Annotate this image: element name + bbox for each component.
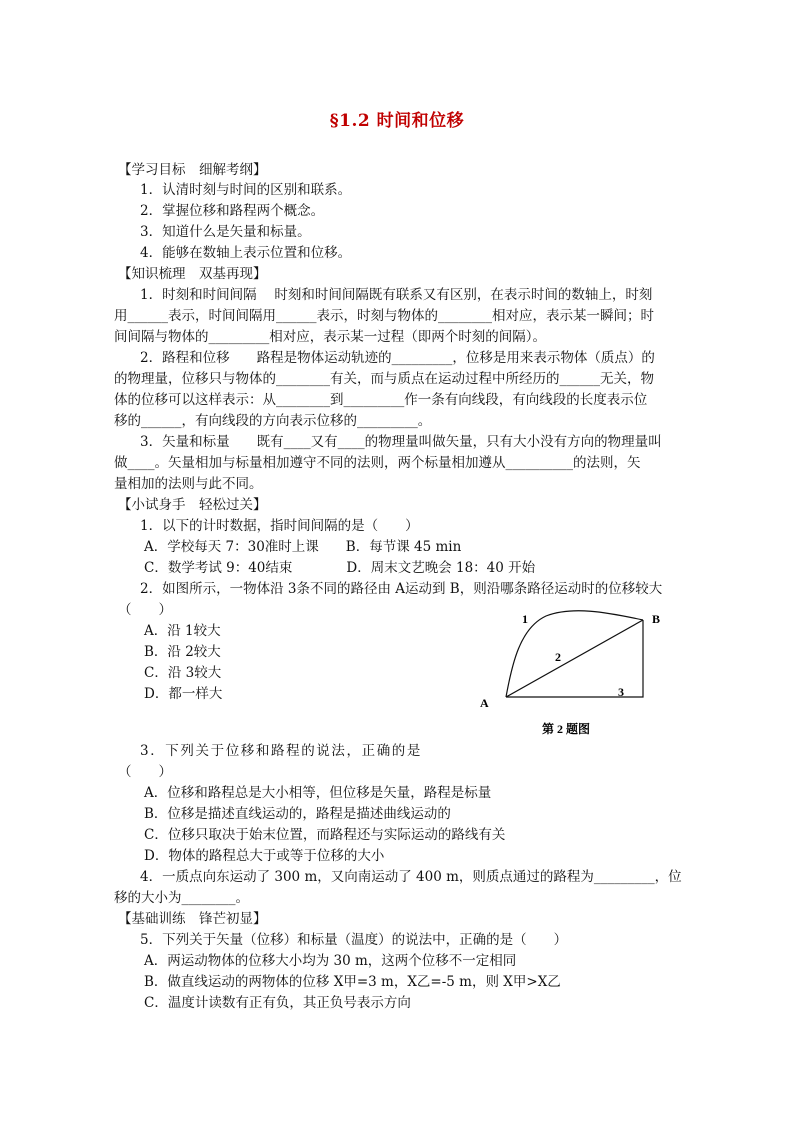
knowledge-2-line-3: 体的位移可以这样表示：从________到_________作一条有向线段，有向线段的长度表示位 — [114, 392, 648, 408]
question-2-bracket: （ ） — [118, 602, 172, 618]
section-heading-practice: 【小试身手 轻松过关】 — [118, 497, 267, 513]
question-5-stem: 5．下列关于矢量（位移）和标量（温度）的说法中，正确的是（ ） — [140, 932, 568, 948]
knowledge-3-line-2: 做____。矢量相加与标量相加遵守不同的法则，两个标量相加遵从__________的法则，矢 — [114, 455, 641, 471]
section-heading-basic-training: 【基础训练 锋芒初显】 — [118, 911, 267, 927]
knowledge-1-line-2: 用______表示，时间间隔用______表示，时刻与物体的________相对应，表示某一瞬间；时 — [114, 308, 654, 324]
knowledge-2-line-2: 的物理量，位移只与物体的________有关，而与质点在运动过程中所经历的______无关，物 — [114, 371, 654, 387]
knowledge-2-line-1: 2．路程和位移 路程是物体运动轨迹的_________，位移是用来表示物体（质点）的 — [140, 350, 655, 366]
section-heading-knowledge: 【知识梳理 双基再现】 — [118, 266, 267, 282]
point-a-label: A — [480, 696, 489, 710]
path-diagram — [476, 604, 676, 744]
knowledge-3-line-1: 3．矢量和标量 既有____又有____的物理量叫做矢量，只有大小没有方向的物理量叫 — [140, 434, 662, 450]
path-3-label: 3 — [618, 685, 624, 699]
question-2-option-d: D．都一样大 — [144, 686, 223, 702]
question-4-line-2: 移的大小为________。 — [114, 890, 249, 906]
question-2-option-a: A．沿 1较大 — [144, 623, 221, 639]
knowledge-3-line-3: 量相加的法则与此不同。 — [114, 476, 263, 492]
figure-caption: 第 2 题图 — [542, 722, 591, 736]
knowledge-1-line-3: 间间隔与物体的_________相对应，表示某一过程（即两个时刻的间隔）。 — [114, 329, 546, 345]
knowledge-2-line-4: 移的______，有向线段的方向表示位移的_________。 — [114, 413, 432, 429]
page-title: §1.2 时间和位移 — [329, 111, 465, 131]
objective-4: 4．能够在数轴上表示位置和位移。 — [140, 245, 352, 261]
question-5-option-b: B．做直线运动的两物体的位移 X甲=3 m，X乙=-5 m，则 X甲>X乙 — [144, 974, 561, 990]
question-3-option-b: B．位移是描述直线运动的，路程是描述曲线运动的 — [144, 806, 451, 822]
question-5-option-c: C．温度计读数有正有负，其正负号表示方向 — [144, 995, 411, 1011]
question-4-line-1: 4．一质点向东运动了 300 m，又向南运动了 400 m，则质点通过的路程为_________，位 — [140, 869, 682, 885]
objective-1: 1．认清时刻与时间的区别和联系。 — [140, 182, 352, 198]
question-2-option-b: B．沿 2较大 — [144, 644, 221, 660]
path-2-label: 2 — [555, 650, 561, 664]
path-1-label: 1 — [522, 612, 528, 626]
question-3-option-d: D．物体的路程总大于或等于位移的大小 — [144, 848, 385, 864]
question-1-stem: 1．以下的计时数据，指时间间隔的是（ ） — [140, 518, 419, 534]
question-3-option-c: C．位移只取决于始末位置，而路程还与实际运动的路线有关 — [144, 827, 506, 843]
question-1-options-cd: C．数学考试 9：40结束 D．周末文艺晚会 18：40 开始 — [144, 560, 536, 576]
question-2-stem: 2．如图所示，一物体沿 3条不同的路径由 A运动到 B，则沿哪条路径运动时的位移较大 — [140, 581, 663, 597]
question-3-stem: 3．下列关于位移和路程的说法，正确的是 — [140, 743, 422, 759]
objective-3: 3．知道什么是矢量和标量。 — [140, 224, 311, 240]
knowledge-1-line-1: 1．时刻和时间间隔 时刻和时间间隔既有联系又有区别，在表示时间的数轴上，时刻 — [140, 287, 653, 303]
objective-2: 2．掌握位移和路程两个概念。 — [140, 203, 325, 219]
question-2-option-c: C．沿 3较大 — [144, 665, 222, 681]
point-b-label: B — [652, 612, 661, 626]
question-5-option-a: A．两运动物体的位移大小均为 30 m，这两个位移不一定相同 — [144, 953, 517, 969]
section-heading-objectives: 【学习目标 细解考纲】 — [118, 162, 267, 178]
question-3-option-a: A．位移和路程总是大小相等，但位移是矢量，路程是标量 — [144, 785, 492, 801]
question-3-bracket: （ ） — [118, 764, 172, 780]
question-1-options-ab: A．学校每天 7：30准时上课 B．每节课 45 min — [144, 539, 462, 555]
